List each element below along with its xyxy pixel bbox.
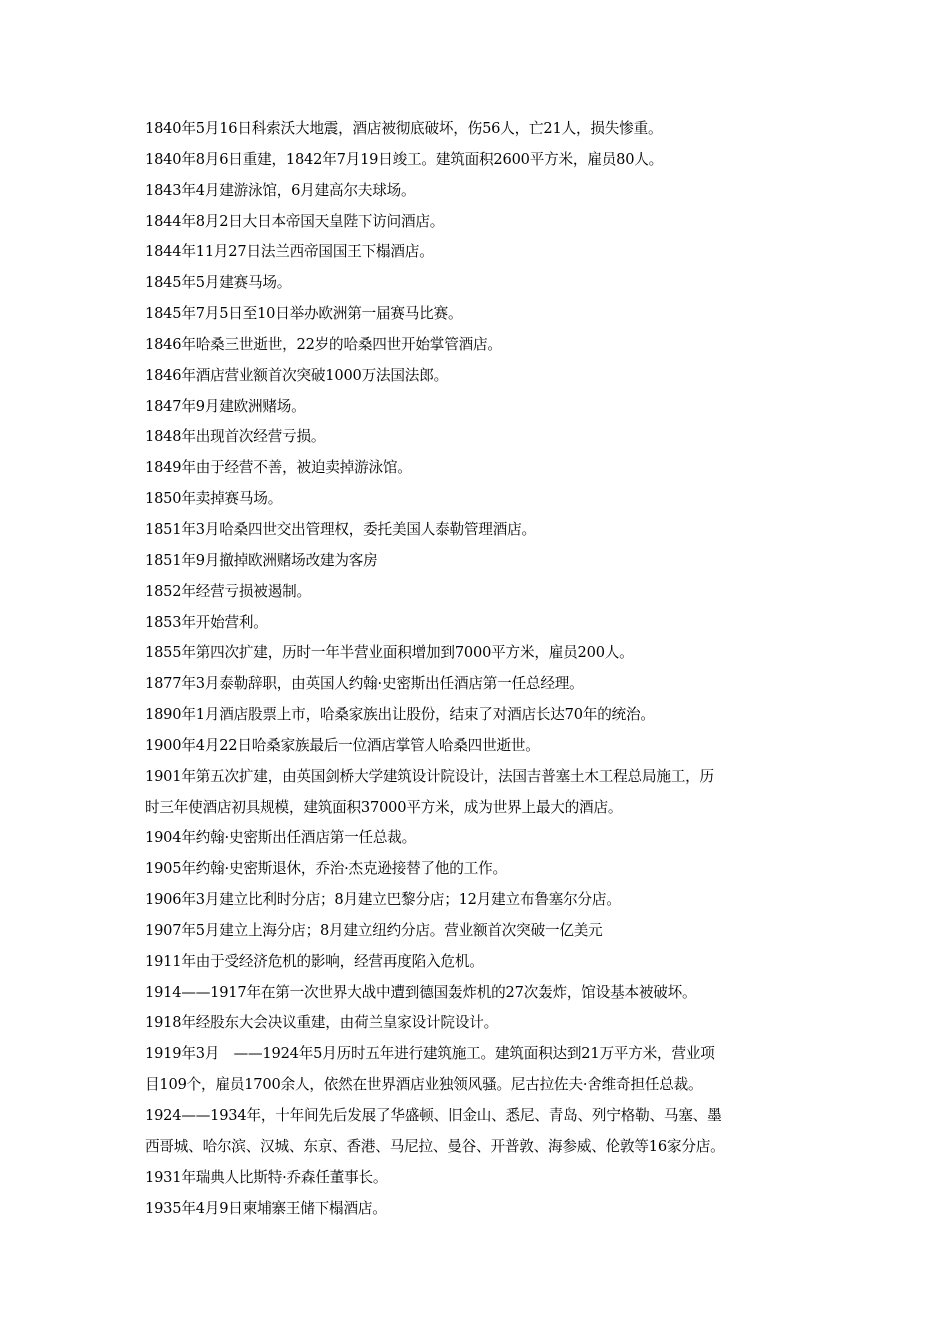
text-line: 1846年酒店营业额首次突破1000万法国法郎。 (145, 366, 448, 384)
text-line: 1849年由于经营不善，被迫卖掉游泳馆。 (145, 459, 412, 477)
document-body (145, 114, 825, 1224)
text-line: 1848年出现首次经营亏损。 (145, 428, 326, 446)
text-line: 1851年9月撤掉欧洲赌场改建为客房 (145, 551, 378, 569)
text-line: 1901年第五次扩建，由英国剑桥大学建筑设计院设计，法国吉普塞土木工程总局施工，历 (145, 767, 714, 785)
text-line: 1935年4月9日柬埔寨王储下榻酒店。 (145, 1199, 387, 1217)
text-line: 1847年9月建欧洲赌场。 (145, 397, 306, 415)
text-line: 1904年约翰·史密斯出任酒店第一任总裁。 (145, 829, 417, 847)
text-line: 1914——1917年在第一次世界大战中遭到德国轰炸机的27次轰炸，馆设基本被破坏。 (145, 983, 697, 1001)
text-line: 1840年5月16日科索沃大地震，酒店被彻底破坏，伤56人，亡21人，损失惨重。 (145, 120, 663, 137)
text-line: 1852年经营亏损被遏制。 (145, 582, 311, 600)
text-line: 1877年3月泰勒辞职，由英国人约翰·史密斯出任酒店第一任总经理。 (145, 675, 584, 693)
text-line: 1855年第四次扩建，历时一年半营业面积增加到7000平方米，雇员200人。 (145, 644, 634, 662)
text-line: 1853年开始营利。 (145, 613, 268, 631)
text-line: 1851年3月哈桑四世交出管理权，委托美国人泰勒管理酒店。 (145, 520, 536, 538)
text-line: 1845年5月建赛马场。 (145, 274, 292, 292)
text-line: 1850年卖掉赛马场。 (145, 490, 283, 508)
text-line: 1905年约翰·史密斯退休，乔治·杰克逊接替了他的工作。 (145, 860, 507, 878)
text-line: 1911年由于受经济危机的影响，经营再度陷入危机。 (145, 952, 484, 970)
text-line: 时三年使酒店初具规模，建筑面积37000平方米，成为世界上最大的酒店。 (145, 798, 623, 816)
text-line: 目109个，雇员1700余人，依然在世界酒店业独领风骚。尼古拉佐夫·舍维奇担任总裁。 (145, 1076, 703, 1094)
text-line: 1900年4月22日哈桑家族最后一位酒店掌管人哈桑四世逝世。 (145, 736, 540, 754)
text-line: 1919年3月 ——1924年5月历时五年进行建筑施工。建筑面积达到21万平方米，营业项 (145, 1045, 715, 1063)
text-line: 1918年经股东大会决议重建，由荷兰皇家设计院设计。 (145, 1014, 499, 1032)
text-line: 1924——1934年，十年间先后发展了华盛顿、旧金山、悉尼、青岛、列宁格勒、马塞、墨 (145, 1107, 722, 1124)
text-line: 西哥城、哈尔滨、汉城、东京、香港、马尼拉、曼谷、开普敦、海参威、伦敦等16家分店。 (145, 1137, 725, 1155)
text-line: 1907年5月建立上海分店；8月建立纽约分店。营业额首次突破一亿美元 (145, 921, 603, 939)
text-line: 1843年4月建游泳馆，6月建高尔夫球场。 (145, 181, 416, 199)
text-line: 1844年11月27日法兰西帝国国王下榻酒店。 (145, 243, 434, 261)
text-line: 1931年瑞典人比斯特·乔森任董事长。 (145, 1168, 388, 1186)
text-line: 1890年1月酒店股票上市，哈桑家族出让股份，结束了对酒店长达70年的统治。 (145, 706, 655, 724)
text-line: 1844年8月2日大日本帝国天皇陛下访问酒店。 (145, 212, 445, 230)
text-line: 1906年3月建立比利时分店；8月建立巴黎分店；12月建立布鲁塞尔分店。 (145, 891, 621, 909)
text-line: 1845年7月5日至10日举办欧洲第一届赛马比赛。 (145, 305, 463, 323)
text-line: 1840年8月6日重建，1842年7月19日竣工。建筑面积2600平方米，雇员80人。 (145, 150, 664, 168)
text-line: 1846年哈桑三世逝世，22岁的哈桑四世开始掌管酒店。 (145, 335, 502, 353)
